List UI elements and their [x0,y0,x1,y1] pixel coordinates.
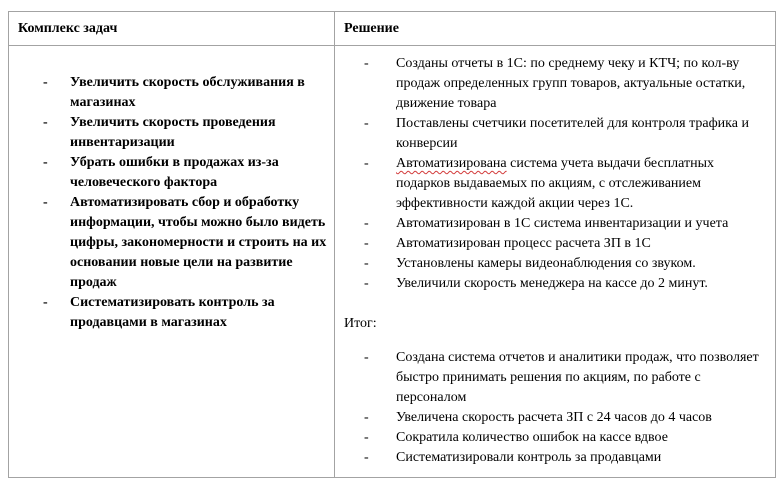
bullet-dash: - [364,430,369,445]
bullet-dash: - [364,56,369,71]
result-text: Систематизировали контроль за продавцами [396,450,662,465]
task-item [9,193,329,293]
solution-text: Увеличили скорость менеджера на кассе до 2 минут. [396,276,708,291]
bullet-dash: - [43,155,48,170]
bullet-dash: - [364,276,369,291]
solution-text: Поставлены счетчики посетителей для контроля трафика и конверсии [396,116,749,151]
results-list [335,348,773,468]
result-item [335,428,773,448]
bullet-dash: - [364,256,369,271]
result-item [335,348,773,408]
bullet-dash: - [364,236,369,251]
table-body-row [9,46,776,478]
bullet-dash: - [364,156,369,171]
solution-item [335,234,773,254]
task-item [9,73,329,113]
header-tasks: Комплекс задач [9,12,335,46]
bullet-dash: - [364,216,369,231]
summary-title: Итог: [344,316,377,331]
solution-item [335,54,773,114]
solution-text: Созданы отчеты в 1С: по среднему чеку и КТЧ; по кол-ву продаж определенных групп товаров, актуальные остатки, движение товара [396,56,746,111]
result-item [335,448,773,468]
result-text: Увеличена скорость расчета ЗП с 24 часов до 4 часов [396,410,712,425]
task-text: Увеличить скорость обслуживания в магазинах [70,75,305,110]
tasks-solutions-table [8,11,776,478]
solution-item [335,274,773,294]
task-text: Увеличить скорость проведения инвентаризации [70,115,276,150]
bullet-dash: - [43,295,48,310]
solution-text: Автоматизирован процесс расчета ЗП в 1С [396,236,651,251]
bullet-dash: - [43,195,48,210]
table-header-row [9,12,776,46]
solution-item [335,154,773,214]
solution-text: Установлены камеры видеонаблюдения со звуком. [396,256,696,271]
solutions-list [335,54,773,294]
bullet-dash: - [364,410,369,425]
result-item [335,408,773,428]
solution-text: Автоматизирован в 1С система инвентаризации и учета [396,216,729,231]
task-text: Автоматизировать сбор и обработку информации, чтобы можно было видеть цифры, закономерности и строить на их основании новые цели на развитие продаж [70,195,327,290]
result-text: Сократила количество ошибок на кассе вдвое [396,430,668,445]
bullet-dash: - [364,450,369,465]
bullet-dash: - [364,116,369,131]
task-item [9,113,329,153]
header-solutions: Решение [335,12,776,46]
task-item [9,153,329,193]
task-text: Убрать ошибки в продажах из-за человеческого фактора [70,155,279,190]
solution-item [335,214,773,234]
spellcheck-word: Автоматизирована [396,156,507,171]
result-text: Создана система отчетов и аналитики продаж, что позволяет быстро принимать решения по акциям, по работе с персоналом [396,350,759,405]
task-text: Систематизировать контроль за продавцами в магазинах [70,295,275,330]
solution-item [335,254,773,274]
tasks-cell [9,46,335,478]
bullet-dash: - [43,115,48,130]
bullet-dash: - [43,75,48,90]
bullet-dash: - [364,350,369,365]
solution-text: система учета выдачи бесплатных подарков выдаваемых по акциям, с отслеживанием эффективности каждой акции через 1С. [396,156,715,211]
tasks-list [9,73,329,333]
task-item [9,293,329,333]
solutions-cell [335,46,776,478]
solution-item [335,114,773,154]
